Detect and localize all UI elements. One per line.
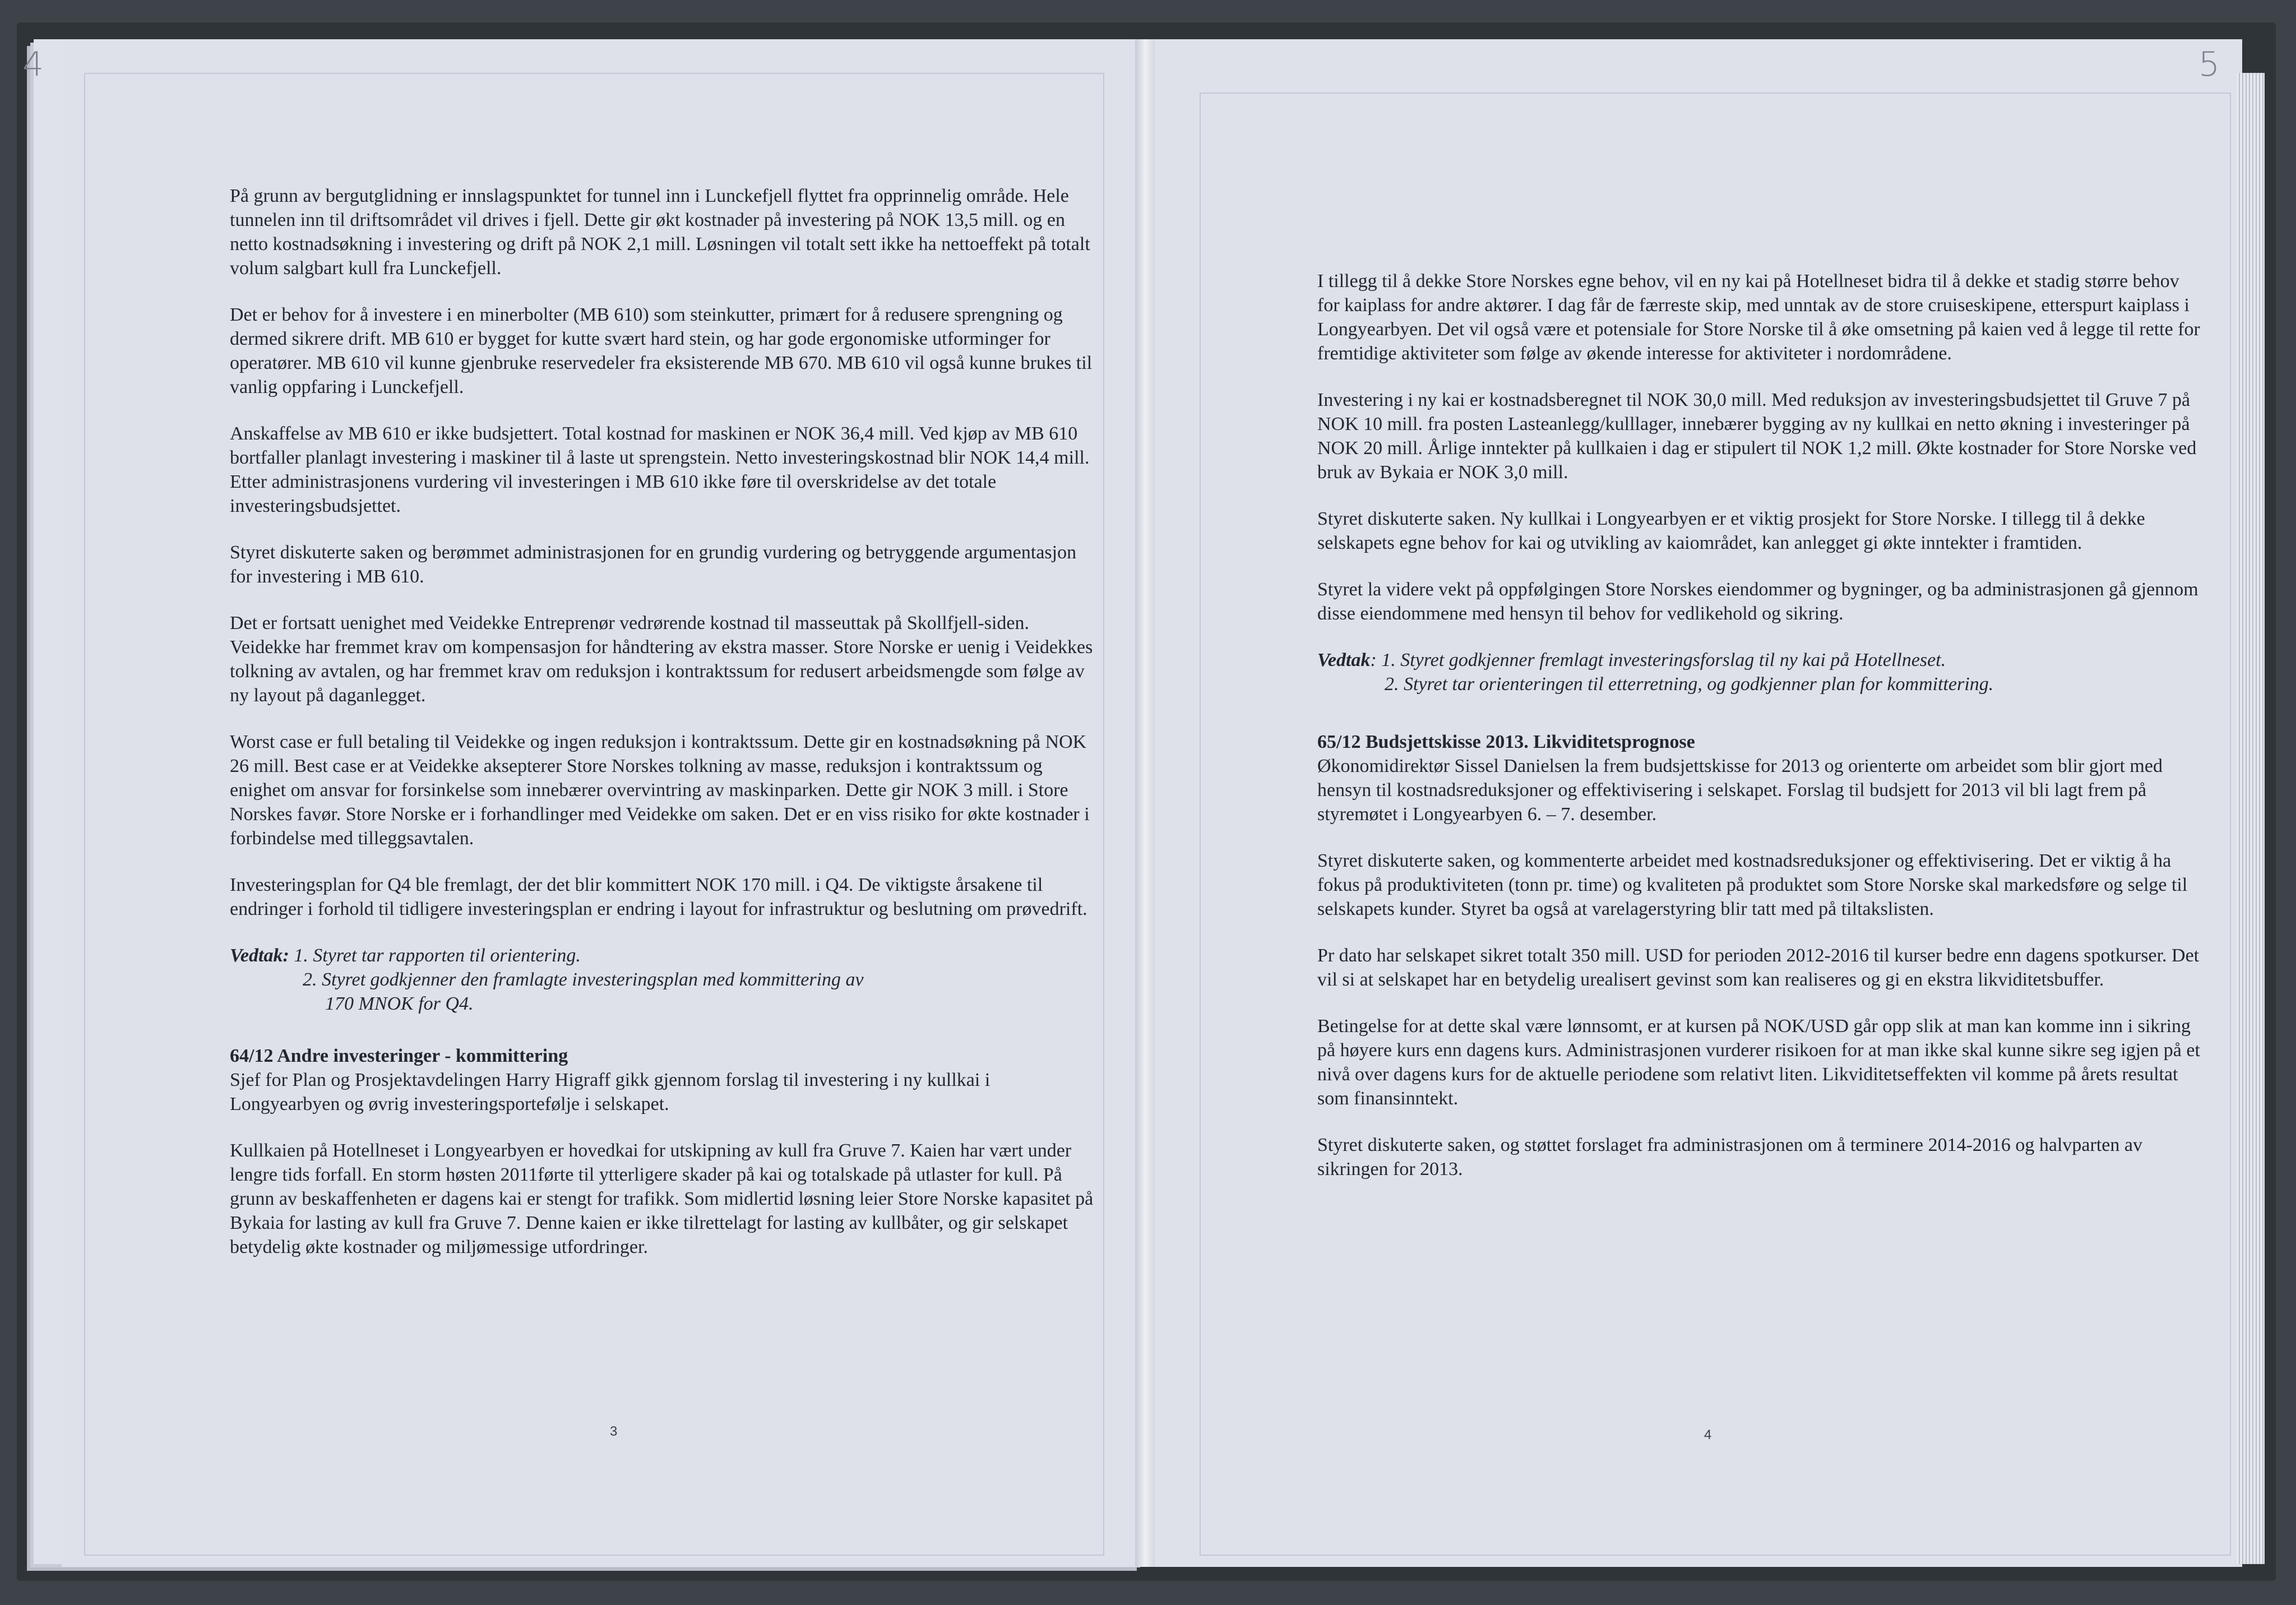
corner-page-number: 5 [2198,45,2220,84]
paragraph: På grunn av bergutglidning er innslagspunktet for tunnel inn i Lunckefjell flyttet fra opprinnelig område. Hele tunnelen inn til driftsområdet vil drives i fjell. Dette gir økt kostnader på investering på NOK 13,5 mill. og en netto kostnadsøkning i investering og drift på NOK 2,1 mill. Løsningen vil totalt sett ikke ha nettoeffekt på totalt volum salgbart kull fra Lunckefjell. [230,186,1090,279]
decision-line-3: 170 MNOK for Q4. [325,993,474,1014]
paragraph: Styret diskuterte saken, og kommenterte arbeidet med kostnadsreduksjoner og effektivisering. Det er viktig å ha fokus på produktiviteten (tonn pr. time) og kvaliteten på produktet som Store Norske skal markedsføre og selge til selskapets kunder. Styret ba også at varelagerstyring blir tatt med på tiltakslisten. [1317,850,2188,919]
left-page-body [230,184,1099,1282]
paragraph: Styret diskuterte saken, og støttet forslaget fra administrasjonen om å terminere 2014-2016 og halvparten av sikringen for 2013. [1317,1135,2142,1180]
footer-page-number: 3 [610,1424,618,1439]
decision-block [1317,648,2203,696]
decision-text: 1. Styret tar rapporten til orientering. [294,945,581,966]
decision-block [230,943,1099,1016]
section-65-12 [1317,730,2203,826]
paragraph: I tillegg til å dekke Store Norskes egne behov, vil en ny kai på Hotellneset bidra til å dekke et stadig større behov for kaiplass for andre aktører. I dag får de færreste skip, med unntak av de store cruiseskipene, etterspurt kaiplass i Longyearbyen. Det vil også være et potensiale for Store Norske til å øke omsetning på kaien ved å legge til rette for fremtidige aktiviteter som følge av økende interesse for aktiviteter i nordområdene. [1317,271,2200,364]
left-page [22,39,1138,1567]
decision-label: Vedtak [1317,650,1371,670]
decision-line-2: 2. Styret godkjenner den framlagte investeringsplan med kommittering av [303,969,864,990]
paragraph: Kullkaien på Hotellneset i Longyearbyen er hovedkai for utskipning av kull fra Gruve 7. Kaien har vært under lengre tids forfall. En storm høsten 2011førte til ytterligere skader på kai og totalskade på utlaster for kull. På grunn av beskaffenheten er dagens kai er stengt for trafikk. Som midlertid løsning leier Store Norske kapasitet på Bykaia for lasting av kull fra Gruve 7. Denne kaien er ikke tilrettelagt for lasting av kullbåter, og gir selskapet betydelig økte kostnader og miljømessige utfordringer. [230,1140,1094,1257]
section-intro: Sjef for Plan og Prosjektavdelingen Harry Higraff gikk gjennom forslag til investering i ny kullkai i Longyearbyen og øvrig investeringsportefølje i selskapet. [230,1070,990,1114]
page-edges [2237,73,2265,1564]
decision-line-1 [230,943,1099,968]
paragraph: Det er behov for å investere i en minerbolter (MB 610) som steinkutter, primært for å redusere sprengning og dermed sikrere drift. MB 610 er bygget for kutte svært hard stein, og har gode ergonomiske utforminger for operatører. MB 610 vil kunne gjenbruke reservedeler fra eksisterende MB 670. MB 610 vil også kunne brukes til vanlig oppfaring i Lunckefjell. [230,304,1093,397]
paragraph: Worst case er full betaling til Veidekke og ingen reduksjon i kontraktssum. Dette gir en kostnadsøkning på NOK 26 mill. Best case er at Veidekke aksepterer Store Norskes tolkning av masse, reduksjon i kontraktssum og enighet om ansvar for forsinkelse som innebærer overvintring av maskinparken. Dette gir NOK 3 mill. i Store Norskes favør. Store Norske er i forhandlinger med Veidekke om saken. Det er en viss risiko for økte kostnader i forbindelse med tilleggsavtalen. [230,732,1090,849]
section-heading: 64/12 Andre investeringer - kommittering [230,1046,568,1066]
paragraph: Pr dato har selskapet sikret totalt 350 mill. USD for perioden 2012-2016 til kurser bedre enn dagens spotkurser. Det vil si at selskapet har en betydelig urealisert gevinst som kan realiseres og gi en ekstra likviditetsbuffer. [1317,945,2200,990]
section-64-12 [230,1044,1099,1116]
decision-text: : 1. Styret godkjenner fremlagt investeringsforslag til ny kai på Hotellneset. [1370,650,1946,670]
section-heading: 65/12 Budsjettskisse 2013. Likviditetsprognose [1317,732,1695,752]
decision-label: Vedtak: [230,945,289,966]
paragraph: Styret diskuterte saken og berømmet administrasjonen for en grundig vurdering og betryggende argumentasjon for investering i MB 610. [230,542,1077,587]
decision-line-1 [1317,648,2203,672]
paragraph: Anskaffelse av MB 610 er ikke budsjettert. Total kostnad for maskinen er NOK 36,4 mill. Ved kjøp av MB 610 bortfaller planlagt investering i maskiner til å laste ut sprengstein. Netto investeringskostnad blir NOK 14,4 mill. Etter administrasjonens vurdering vil investeringen i MB 610 ikke føre til overskridelse av det totale investeringsbudsjettet. [230,423,1090,516]
paragraph: Investeringsplan for Q4 ble fremlagt, der det blir kommittert NOK 170 mill. i Q4. De viktigste årsakene til endringer i forhold til tidligere investeringsplan er endring i layout for infrastruktur og beslutning om prøvedrift. [230,875,1087,919]
right-page [1155,39,2242,1567]
paragraph: Styret diskuterte saken. Ny kullkai i Longyearbyen er et viktig prosjekt for Store Norske. I tillegg til å dekke selskapets egne behov for kai og utvikling av kaiområdet, kan anlegget gi økte inntekter i framtiden. [1317,508,2145,553]
footer-page-number: 4 [1704,1427,1712,1442]
decision-line-2: 2. Styret tar orienteringen til etterretning, og godkjenner plan for kommittering. [1385,674,1994,695]
paragraph: Det er fortsatt uenighet med Veidekke Entreprenør vedrørende kostnad til masseuttak på Skollfjell-siden. Veidekke har fremmet krav om kompensasjon for håndtering av ekstra masser. Store Norske er uenig i Veidekkes tolkning av avtalen, og har fremmet krav om reduksjon i kontraktssum for redusert arbeidsmengde som følge av ny layout på daganlegget. [230,613,1093,706]
paragraph: Investering i ny kai er kostnadsberegnet til NOK 30,0 mill. Med reduksjon av investeringsbudsjettet til Gruve 7 på NOK 10 mill. fra posten Lasteanlegg/kulllager, innebærer bygging av ny kullkai en netto økning i investeringer på NOK 20 mill. Årlige inntekter på kullkaien i dag er stipulert til NOK 1,2 mill. Økte kostnader for Store Norske ved bruk av Bykaia er NOK 3,0 mill. [1317,390,2197,483]
paragraph: Styret la videre vekt på oppfølgingen Store Norskes eiendommer og bygninger, og ba administrasjonen gå gjennom disse eiendommene med hensyn til behov for vedlikehold og sikring. [1317,579,2198,624]
corner-page-number: 4 [22,45,44,84]
right-page-body [1317,269,2203,1204]
paragraph: Betingelse for at dette skal være lønnsomt, er at kursen på NOK/USD går opp slik at man kan komme inn i sikring på høyere kurs enn dagens kurs. Administrasjonen vurderer risikoen for at man ikke skal kunne sikre seg igjen på et nivå over dagens kurs for de aktuelle periodene som relativt liten. Likviditetseffekten vil komme på årets resultat som finansinntekt. [1317,1016,2200,1109]
section-intro: Økonomidirektør Sissel Danielsen la frem budsjettskisse for 2013 og orienterte om arbeidet som blir gjort med hensyn til kostnadsreduksjoner og effektivisering i selskapet. Forslag til budsjett for 2013 vil bli lagt frem på styremøtet i Longyearbyen 6. – 7. desember. [1317,756,2163,825]
